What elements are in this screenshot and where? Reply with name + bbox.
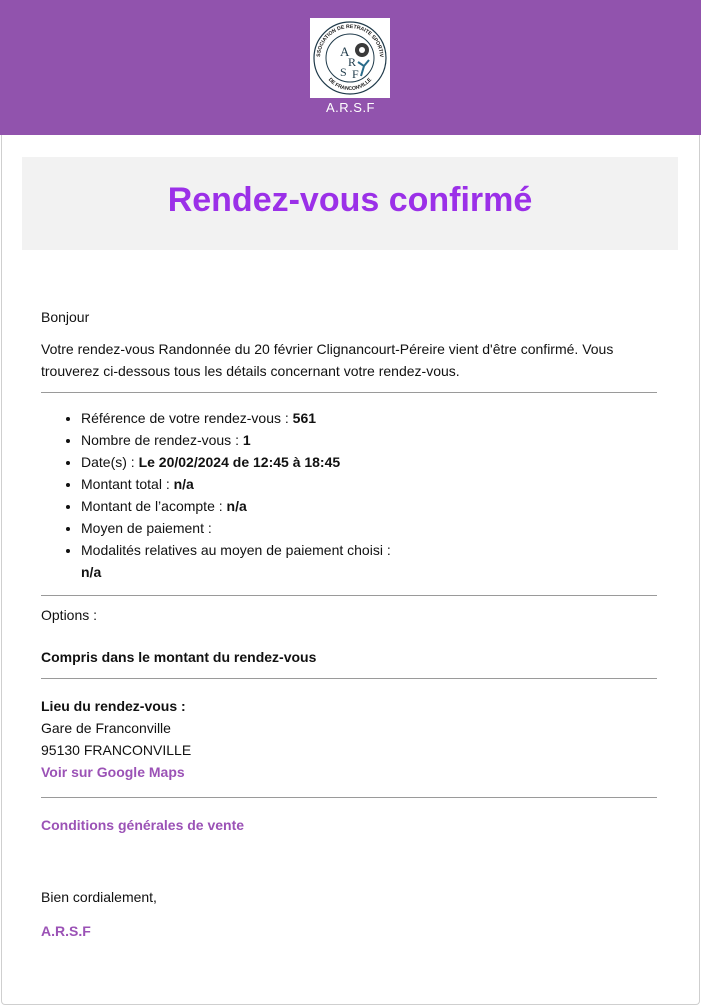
svg-text:R: R	[348, 55, 357, 69]
detail-payment-method	[81, 517, 657, 539]
svg-text:ASSOCIATION DE RETRAITE SPORTI: SSOCIATION DE RETRAITE SPORTIV	[315, 23, 385, 58]
terms-of-sale-link[interactable]: Conditions générales de vente	[41, 817, 245, 833]
svg-text:A: A	[340, 44, 350, 59]
detail-payment-terms	[81, 539, 657, 583]
options-label: Options :	[41, 607, 98, 623]
greeting: Bonjour	[41, 309, 90, 325]
signature-link[interactable]: A.R.S.F	[41, 923, 91, 939]
detail-count	[81, 429, 657, 451]
svg-text:F: F	[352, 67, 359, 81]
detail-label: Nombre de rendez-vous :	[81, 432, 243, 448]
google-maps-link[interactable]: Voir sur Google Maps	[41, 764, 185, 780]
closing-text: Bien cordialement,	[41, 889, 157, 905]
divider	[41, 392, 657, 393]
arsf-logo-emblem	[310, 18, 390, 98]
detail-value: Le 20/02/2024 de 12:45 à 18:45	[138, 454, 341, 470]
detail-reference	[81, 407, 657, 429]
location-block	[41, 679, 657, 797]
location-city: 95130 FRANCONVILLE	[41, 742, 192, 758]
title-banner	[22, 157, 678, 250]
arsf-logo	[310, 18, 390, 98]
detail-label: Montant total :	[81, 476, 174, 492]
email-body	[41, 306, 657, 942]
brand-name: A.R.S.F	[325, 100, 375, 115]
detail-label: Référence de votre rendez-vous :	[81, 410, 293, 426]
detail-value: n/a	[173, 476, 194, 492]
divider	[41, 595, 657, 596]
location-name: Gare de Franconville	[41, 720, 171, 736]
detail-dates	[81, 451, 657, 473]
intro-text: Votre rendez-vous Randonnée du 20 février Clignancourt-Péreire vient d'être confirmé. Vous trouverez ci-dessous tous les détails concernant votre rendez-vous.	[41, 341, 614, 379]
email-header	[0, 0, 701, 135]
details-list	[41, 407, 657, 583]
detail-label: Montant de l’acompte :	[81, 498, 227, 514]
detail-deposit	[81, 495, 657, 517]
location-title: Lieu du rendez-vous :	[41, 698, 186, 714]
page-title: Rendez-vous confirmé	[167, 181, 533, 219]
options-item: Compris dans le montant du rendez-vous	[41, 649, 317, 665]
detail-value: n/a	[81, 564, 102, 580]
detail-label: Moyen de paiement :	[81, 520, 212, 536]
detail-value: n/a	[226, 498, 247, 514]
detail-total	[81, 473, 657, 495]
detail-label: Modalités relatives au moyen de paiement choisi :	[81, 542, 391, 558]
detail-value: 561	[292, 410, 317, 426]
detail-value: 1	[242, 432, 251, 448]
detail-label: Date(s) :	[81, 454, 139, 470]
svg-text:DE FRANCONVILLE: DE FRANCONVILLE	[326, 77, 374, 93]
svg-text:S: S	[340, 65, 347, 79]
